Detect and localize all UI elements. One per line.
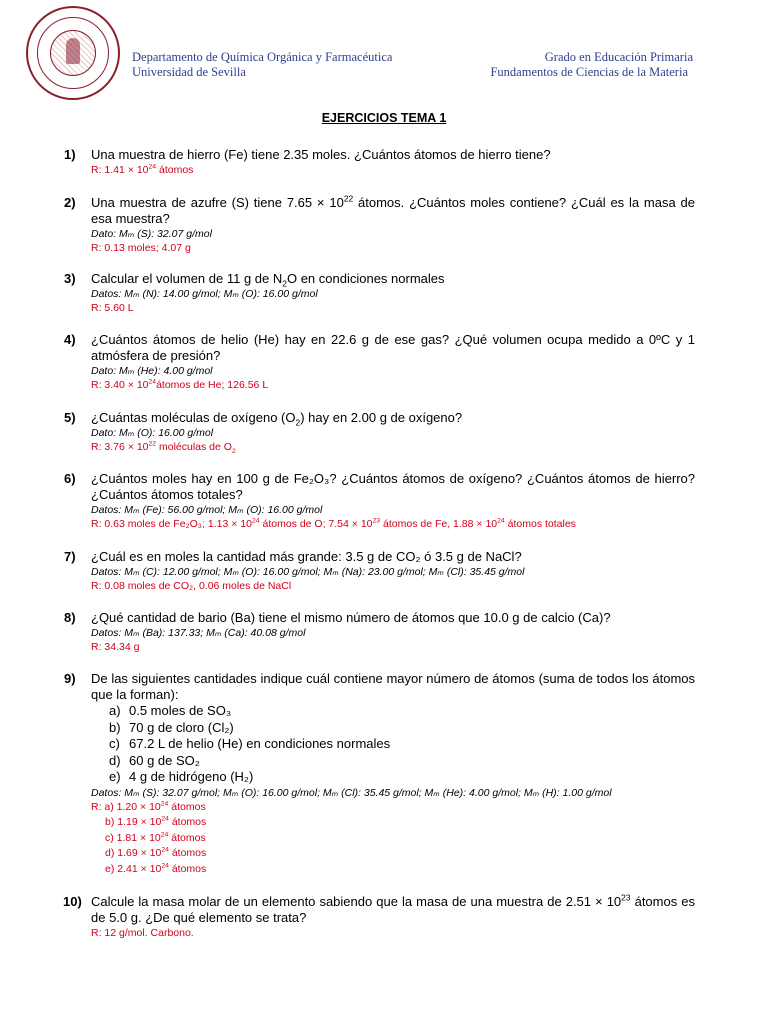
- question-text: ¿Cuántas moléculas de oxígeno $(O_2)$ hay en 2.00 g de oxígeno?: [91, 410, 463, 428]
- question-text: De las siguientes cantidades indique cuál contiene mayor número de átomos (suma de todos los átomos que la forman):: [91, 671, 695, 702]
- answer-text: R: 34.34 g: [91, 641, 140, 653]
- exercise-number: 6): [64, 471, 76, 486]
- data-text: Datos: Mₘ (Fe): 56.00 g/mol; Mₘ (O): 16.00 g/mol: [91, 504, 323, 516]
- answer-text: R: $3.40 \times 10^{24}átomos$ de He; 126.56 L: [91, 378, 269, 391]
- exercise-10: [63, 892, 695, 940]
- exercise-6: [64, 471, 695, 531]
- data-text: Datos: Mₘ (S): 32.07 g/mol; Mₘ (O): 16.00 g/mol; Mₘ (Cl): 35.45 g/mol; Mₘ (He): 4.00 g/mol; Mₘ (H): 1.00 g/mol: [91, 786, 612, 799]
- option-item: c) 67.2 L de helio (He) en condiciones normales: [109, 736, 391, 751]
- option-item: d) 60 g de SO₂: [109, 752, 200, 768]
- course-name: Fundamentos de Ciencias de la Materia: [490, 65, 688, 79]
- degree-name: Grado en Educación Primaria: [544, 50, 693, 64]
- question-text: Una muestra de azufre (S) tiene $7.65 \times 10^{22}$ átomos. ¿Cuántos moles contiene? ¿Cuál es la masa de esa muestra?: [91, 193, 695, 226]
- data-text: Dato: Mₘ (O): 16.00 g/mol: [91, 427, 214, 439]
- exercise-number: 4): [64, 332, 76, 347]
- university-name: Universidad de Sevilla: [132, 65, 246, 79]
- exercise-number: 9): [64, 671, 76, 686]
- exercise-5: [64, 410, 695, 456]
- exercise-number: 5): [64, 410, 76, 425]
- exercise-number: 3): [64, 271, 76, 286]
- exercise-number: 1): [64, 147, 76, 162]
- answer-text: R: $3.76 \times 10^{22}$ moléculas de $O_2$: [91, 440, 236, 456]
- option-item: b) 70 g de cloro (Cl₂): [109, 719, 234, 735]
- answer-text: e) $2.41 \times 10^{24}$ átomos: [105, 862, 207, 875]
- answer-text: d) $1.69 \times 10^{24}$ átomos: [105, 846, 207, 859]
- answer-text: R: a) $1.20 \times 10^{24}$ átomos: [91, 800, 206, 813]
- data-text: Dato: Mₘ (S): 32.07 g/mol: [91, 228, 212, 240]
- exercise-3: [64, 271, 695, 315]
- exercise-8: [64, 610, 695, 654]
- answer-text: R: 0.08 moles de CO₂, 0.06 moles de NaCl: [91, 580, 292, 592]
- answer-text: R: 0.63 moles de Fe₂O₃; $1.13 \times 10^{24}$ átomos de O; $7.54 \times 10^{23}$ átomos de Fe, $1.88 \times 10^{24}$ átomos totales: [91, 517, 576, 530]
- exercise-9: [64, 671, 695, 877]
- data-text: Datos: Mₘ (N): 14.00 g/mol; Mₘ (O): 16.00 g/mol: [91, 288, 318, 300]
- exercise-number: 2): [64, 195, 76, 210]
- question-text: ¿Cuántos moles hay en 100 g de Fe₂O₃? ¿Cuántos átomos de oxígeno? ¿Cuántos átomos de hierro? ¿Cuántos átomos totales?: [91, 471, 695, 502]
- answer-text: R: $1.41 \times 10^{24}$ átomos: [91, 163, 194, 176]
- data-text: Dato: Mₘ (He): 4.00 g/mol: [91, 365, 213, 377]
- answer-text: R: 12 g/mol. Carbono.: [91, 927, 194, 939]
- exercise-number: 10): [63, 894, 82, 909]
- department-name: Departamento de Química Orgánica y Farmacéutica: [132, 50, 393, 64]
- question-text: Calcule la masa molar de un elemento sabiendo que la masa de una muestra de $2.51 \times 10^{23}$ átomos es de 5.0 g. ¿De qué elemento se trata?: [91, 892, 695, 925]
- exercise-2: [64, 193, 695, 255]
- answer-text: b) $1.19 \times 10^{24}$ átomos: [105, 815, 207, 828]
- university-seal-logo: [26, 6, 120, 100]
- question-text: ¿Qué cantidad de bario (Ba) tiene el mismo número de átomos que 10.0 g de calcio (Ca)?: [91, 610, 611, 625]
- answer-text: R: 5.60 L: [91, 302, 134, 314]
- question-text: ¿Cuál es en moles la cantidad más grande: 3.5 g de CO₂ ó 3.5 g de NaCl?: [91, 549, 522, 564]
- answer-text: c) $1.81 \times 10^{24}$ átomos: [105, 831, 206, 844]
- exercise-1: [64, 147, 695, 177]
- question-text: Calcular el volumen de 11 g de $N_2O$ en condiciones normales: [91, 271, 445, 289]
- option-item: e) 4 g de hidrógeno (H₂): [109, 769, 254, 784]
- data-text: Datos: Mₘ (Ba): 137.33; Mₘ (Ca): 40.08 g/mol: [91, 627, 306, 639]
- option-item: a) 0.5 moles de SO₃: [109, 703, 232, 718]
- exercise-4: [64, 332, 695, 392]
- answer-text: R: 0.13 moles; 4.07 g: [91, 242, 191, 254]
- page-title: EJERCICIOS TEMA 1: [321, 111, 447, 125]
- data-text: Datos: Mₘ (C): 12.00 g/mol; Mₘ (O): 16.00 g/mol; Mₘ (Na): 23.00 g/mol; Mₘ (Cl): 35.45 g/mol: [91, 566, 525, 578]
- exercise-7: [64, 549, 695, 593]
- question-text: Una muestra de hierro (Fe) tiene 2.35 moles. ¿Cuántos átomos de hierro tiene?: [91, 147, 551, 162]
- exercise-number: 8): [64, 610, 76, 625]
- question-text: ¿Cuántos átomos de helio (He) hay en 22.6 g de ese gas? ¿Qué volumen ocupa medido a 0ºC y 1 atmósfera de presión?: [91, 332, 695, 363]
- exercise-number: 7): [64, 549, 76, 564]
- option-list: [109, 703, 695, 786]
